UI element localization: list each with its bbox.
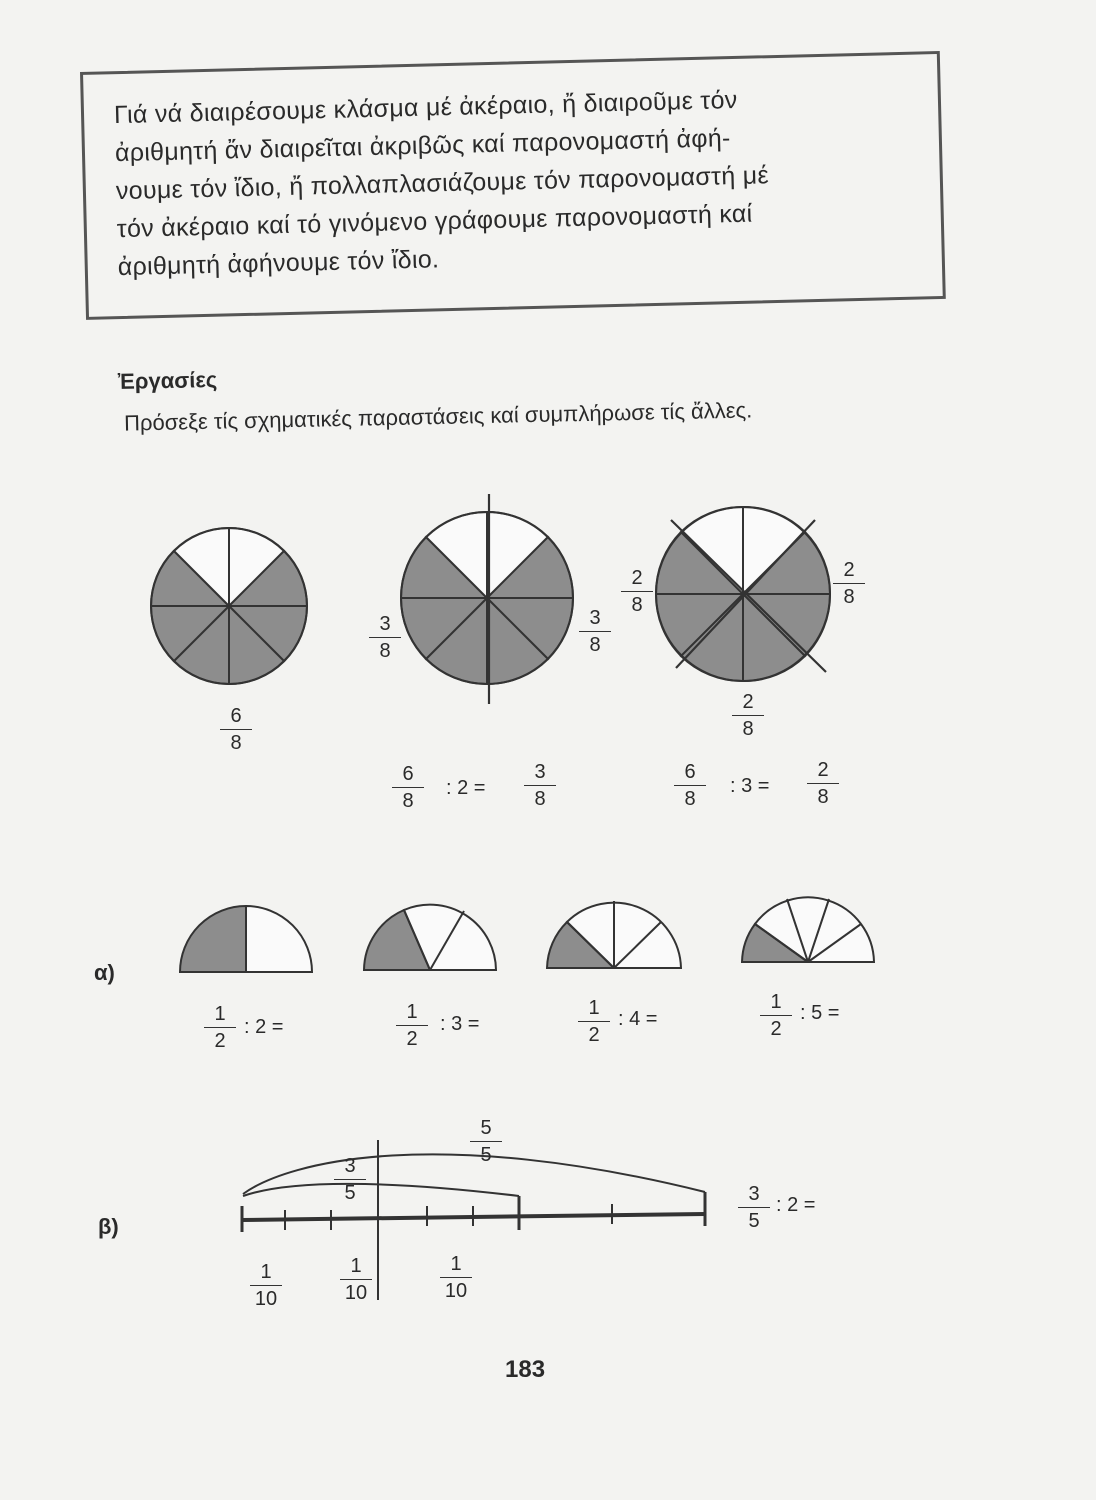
numerator: 1 (260, 1261, 272, 1283)
exercise-operator: : 4 = (618, 1008, 658, 1030)
numerator: 6 (402, 763, 414, 785)
numerator: 3 (344, 1155, 356, 1177)
denominator: 8 (684, 788, 696, 810)
exercise-fraction (734, 1182, 774, 1233)
denominator: 10 (254, 1288, 278, 1310)
exercise-operator: : 3 = (440, 1013, 480, 1035)
rule-line: Γιά νά διαιρέσουμε κλάσμα μέ ἀκέραιο, ἤ διαιροῦμε τόν (113, 85, 738, 130)
denominator: 8 (742, 718, 754, 740)
numerator: 1 (588, 997, 600, 1019)
numerator: 3 (534, 761, 546, 783)
fraction-label (728, 690, 768, 741)
part-a-label: α) (94, 960, 115, 985)
denominator: 8 (379, 640, 391, 662)
numerator: 1 (214, 1003, 226, 1025)
denominator: 8 (230, 732, 242, 754)
numerator: 2 (631, 567, 643, 589)
page-number: 183 (505, 1356, 546, 1383)
numerator: 1 (770, 991, 782, 1013)
exercise-fraction (392, 1000, 432, 1051)
denominator: 5 (480, 1144, 492, 1166)
numerator: 3 (379, 613, 391, 635)
exercise-operator: : 2 = (244, 1016, 284, 1038)
rule-line: ἀριθμητή ἄν διαιρεῖται ἀκριβῶς καί παρονομαστή ἀφή- (114, 124, 731, 168)
semicircle-halves (180, 906, 312, 972)
numerator: 2 (843, 559, 855, 581)
denominator: 8 (631, 594, 643, 616)
exercise-fraction (574, 996, 614, 1047)
equation-result (520, 760, 560, 811)
denominator: 10 (344, 1282, 368, 1304)
fraction-label (617, 566, 657, 617)
exercise-operator: : 5 = (800, 1002, 840, 1024)
section-title: Ἐργασίες (117, 366, 218, 395)
exercise-fraction (200, 1002, 240, 1053)
arc-fraction (330, 1154, 370, 1205)
numerator: 2 (742, 691, 754, 713)
tenth-label (336, 1254, 376, 1305)
denominator: 8 (402, 790, 414, 812)
numerator: 1 (450, 1253, 462, 1275)
equation-result (803, 758, 843, 809)
tenth-label (436, 1252, 476, 1303)
tenth-label (246, 1260, 286, 1311)
denominator: 8 (843, 586, 855, 608)
exercise-fraction (756, 990, 796, 1041)
numerator: 5 (480, 1117, 492, 1139)
denominator: 8 (534, 788, 546, 810)
equation-operator: : 3 = (730, 775, 770, 797)
equation-fraction (388, 762, 428, 813)
exercise-operator: : 2 = (776, 1194, 816, 1216)
rule-line: ἀριθμητή ἀφήνουμε τόν ἴδιο. (117, 245, 440, 282)
rule-line: τόν ἀκέραιο καί τό γινόμενο γράφουμε παρονομαστή καί (116, 199, 753, 244)
numerator: 1 (406, 1001, 418, 1023)
denominator: 2 (770, 1018, 782, 1040)
semicircle-fifths (742, 897, 874, 962)
semicircle-quarters (547, 901, 681, 968)
numerator: 2 (817, 759, 829, 781)
circle-split-thirds (656, 507, 830, 681)
denominator: 5 (344, 1182, 356, 1204)
instruction-text: Πρόσεξε τίς σχηματικές παραστάσεις καί συμπλήρωσε τίς ἄλλες. (123, 397, 753, 436)
numerator: 3 (589, 607, 601, 629)
numerator: 1 (350, 1255, 362, 1277)
numerator: 6 (230, 705, 242, 727)
arc-fraction (466, 1116, 506, 1167)
denominator: 2 (406, 1028, 418, 1050)
fraction-label (829, 558, 869, 609)
fraction-label (365, 612, 405, 663)
denominator: 8 (817, 786, 829, 808)
numerator: 6 (684, 761, 696, 783)
fraction-label (216, 704, 256, 755)
circle-six-eighths (151, 528, 307, 684)
numerator: 3 (748, 1183, 760, 1205)
denominator: 10 (444, 1280, 468, 1302)
denominator: 8 (589, 634, 601, 656)
semicircle-thirds (364, 905, 496, 970)
circle-split-halves (401, 494, 573, 704)
denominator: 2 (588, 1024, 600, 1046)
equation-operator: : 2 = (446, 777, 486, 799)
denominator: 2 (214, 1030, 226, 1052)
equation-fraction (670, 760, 710, 811)
denominator: 5 (748, 1210, 760, 1232)
rule-line: νουμε τόν ἴδιο, ἤ πολλαπλασιάζουμε τόν παρονομαστή μέ (115, 161, 770, 206)
fraction-label (575, 606, 615, 657)
part-b-label: β) (98, 1214, 119, 1239)
